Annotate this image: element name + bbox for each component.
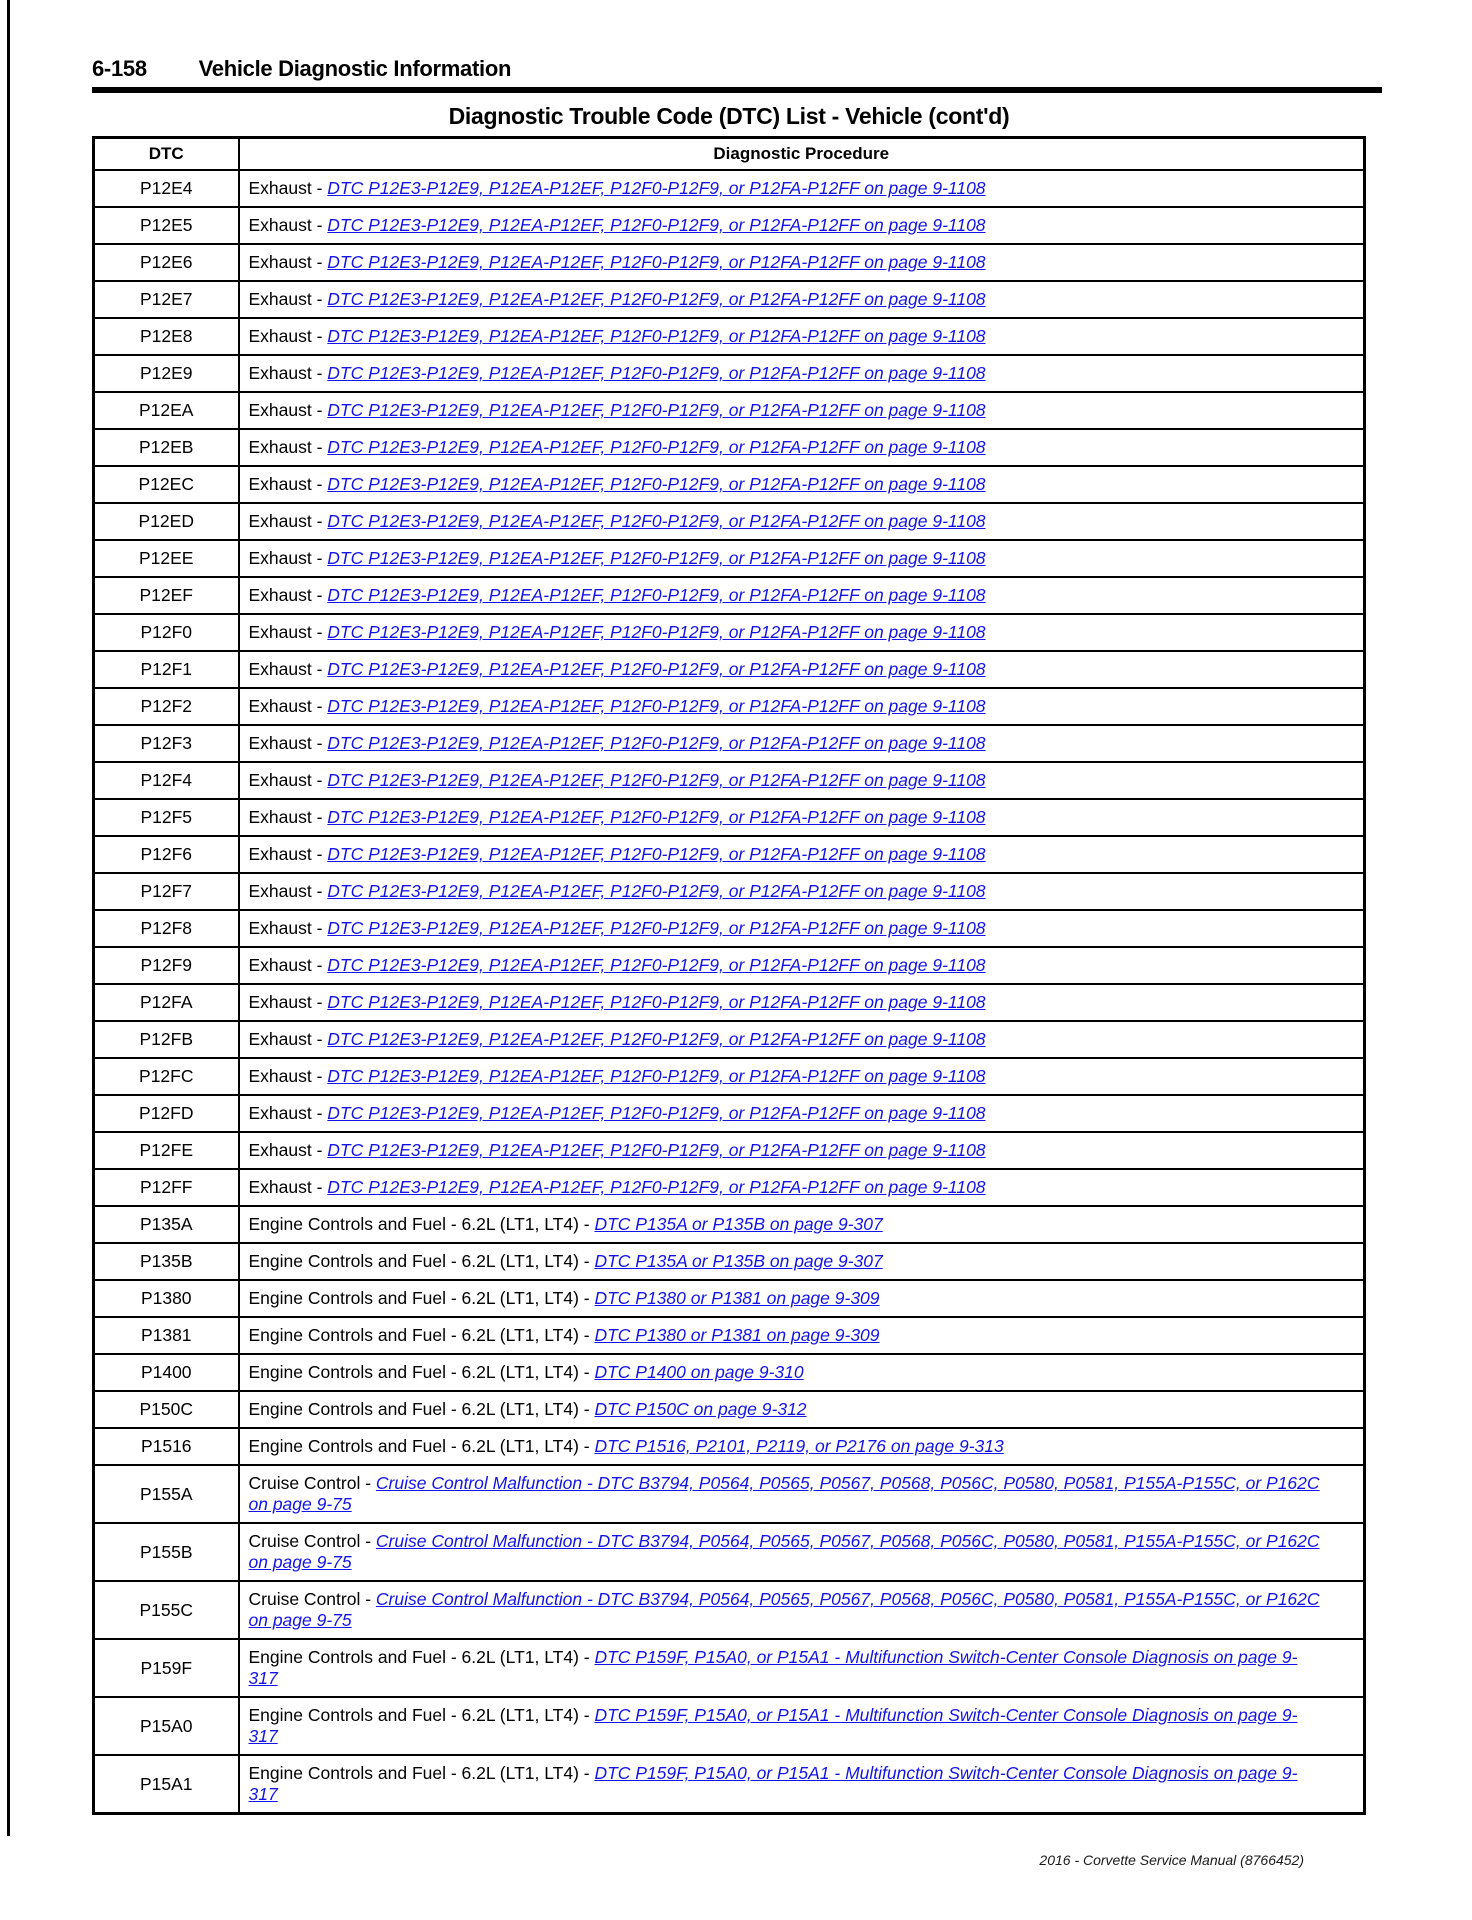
procedure-link[interactable]: DTC P12E3-P12E9, P12EA-P12EF, P12F0-P12F9, or P12FA-P12FF on page 9-1108 [327,548,986,568]
dtc-code-cell: P12EF [94,577,239,614]
procedure-prefix: Exhaust - [248,807,328,827]
diagnostic-procedure-cell [239,1581,1365,1639]
diagnostic-procedure-cell [239,1755,1365,1814]
procedure-text [249,844,1355,865]
procedure-link[interactable]: DTC P12E3-P12E9, P12EA-P12EF, P12F0-P12F9, or P12FA-P12FF on page 9-1108 [327,696,986,716]
procedure-link[interactable]: DTC P12E3-P12E9, P12EA-P12EF, P12F0-P12F9, or P12FA-P12FF on page 9-1108 [327,326,986,346]
procedure-link[interactable]: Cruise Control Malfunction - DTC B3794, P0564, P0565, P0567, P0568, P056C, P0580, P0581, P155A-P155C, or P162C on page 9-75 [248,1589,1320,1630]
procedure-text [249,1531,1324,1573]
procedure-text [249,622,1355,643]
procedure-prefix: Exhaust - [248,955,328,975]
procedure-link[interactable]: DTC P159F, P15A0, or P15A1 - Multifunction Switch-Center Console Diagnosis on page 9-317 [248,1705,1298,1746]
procedure-link[interactable]: DTC P135A or P135B on page 9-307 [594,1214,883,1234]
procedure-prefix: Engine Controls and Fuel - 6.2L (LT1, LT4) - [248,1399,595,1419]
dtc-code-cell: P12EB [94,429,239,466]
procedure-text [249,1362,1355,1383]
procedure-prefix: Exhaust - [248,1177,328,1197]
procedure-text [249,1705,1324,1747]
procedure-text [249,696,1355,717]
diagnostic-procedure-cell [239,651,1365,688]
page-header [92,56,511,82]
table-row [94,1132,1365,1169]
procedure-link[interactable]: DTC P12E3-P12E9, P12EA-P12EF, P12F0-P12F9, or P12FA-P12FF on page 9-1108 [327,585,986,605]
procedure-link[interactable]: DTC P1400 on page 9-310 [594,1362,804,1382]
diagnostic-procedure-cell [239,540,1365,577]
table-row [94,1465,1365,1523]
dtc-code-cell: P12FE [94,1132,239,1169]
table-row [94,1317,1365,1354]
procedure-prefix: Exhaust - [248,437,328,457]
dtc-code-cell: P12F3 [94,725,239,762]
procedure-link[interactable]: DTC P12E3-P12E9, P12EA-P12EF, P12F0-P12F9, or P12FA-P12FF on page 9-1108 [327,844,986,864]
procedure-prefix: Exhaust - [248,1103,328,1123]
dtc-code-cell: P12FB [94,1021,239,1058]
dtc-column-header: DTC [94,138,239,171]
procedure-link[interactable]: DTC P12E3-P12E9, P12EA-P12EF, P12F0-P12F9, or P12FA-P12FF on page 9-1108 [327,992,986,1012]
table-row [94,503,1365,540]
header-divider-rule [92,87,1382,93]
table-row [94,170,1365,207]
procedure-prefix: Exhaust - [248,363,328,383]
procedure-text [249,363,1355,384]
procedure-link[interactable]: DTC P12E3-P12E9, P12EA-P12EF, P12F0-P12F9, or P12FA-P12FF on page 9-1108 [327,659,986,679]
dtc-code-cell: P155B [94,1523,239,1581]
procedure-prefix: Engine Controls and Fuel - 6.2L (LT1, LT4) - [248,1362,595,1382]
procedure-prefix: Cruise Control - [248,1531,376,1551]
procedure-prefix: Exhaust - [248,215,328,235]
procedure-text [249,881,1355,902]
procedure-prefix: Engine Controls and Fuel - 6.2L (LT1, LT4) - [248,1436,595,1456]
procedure-text [249,1177,1355,1198]
dtc-code-cell: P12FA [94,984,239,1021]
table-row [94,429,1365,466]
procedure-link[interactable]: Cruise Control Malfunction - DTC B3794, P0564, P0565, P0567, P0568, P056C, P0580, P0581, P155A-P155C, or P162C on page 9-75 [248,1531,1320,1572]
table-row [94,244,1365,281]
procedure-prefix: Exhaust - [248,918,328,938]
procedure-link[interactable]: DTC P12E3-P12E9, P12EA-P12EF, P12F0-P12F9, or P12FA-P12FF on page 9-1108 [327,178,986,198]
table-row [94,799,1365,836]
dtc-code-cell: P155A [94,1465,239,1523]
diagnostic-procedure-cell [239,725,1365,762]
procedure-text [249,1325,1355,1346]
diagnostic-procedure-cell [239,910,1365,947]
procedure-text [249,400,1355,421]
table-row [94,1523,1365,1581]
procedure-text [249,1436,1355,1457]
diagnostic-procedure-cell [239,503,1365,540]
procedure-link[interactable]: DTC P12E3-P12E9, P12EA-P12EF, P12F0-P12F9, or P12FA-P12FF on page 9-1108 [327,215,986,235]
table-row [94,540,1365,577]
procedure-prefix: Exhaust - [248,585,328,605]
table-row [94,947,1365,984]
procedure-prefix: Exhaust - [248,622,328,642]
dtc-code-cell: P12EA [94,392,239,429]
table-row [94,318,1365,355]
procedure-text [249,955,1355,976]
procedure-prefix: Exhaust - [248,252,328,272]
procedure-link[interactable]: DTC P159F, P15A0, or P15A1 - Multifunction Switch-Center Console Diagnosis on page 9-317 [248,1647,1298,1688]
procedure-prefix: Exhaust - [248,733,328,753]
diagnostic-procedure-cell [239,1243,1365,1280]
dtc-code-cell: P12E8 [94,318,239,355]
procedure-prefix: Exhaust - [248,881,328,901]
procedure-link[interactable]: DTC P12E3-P12E9, P12EA-P12EF, P12F0-P12F9, or P12FA-P12FF on page 9-1108 [327,511,986,531]
dtc-code-cell: P12E6 [94,244,239,281]
dtc-code-cell: P12ED [94,503,239,540]
procedure-text [249,1763,1324,1805]
dtc-code-cell: P12EC [94,466,239,503]
dtc-code-cell: P159F [94,1639,239,1697]
procedure-link[interactable]: DTC P12E3-P12E9, P12EA-P12EF, P12F0-P12F9, or P12FA-P12FF on page 9-1108 [327,474,986,494]
procedure-link[interactable]: DTC P1380 or P1381 on page 9-309 [594,1288,880,1308]
diagnostic-procedure-cell [239,466,1365,503]
diagnostic-procedure-cell [239,392,1365,429]
diagnostic-procedure-cell [239,170,1365,207]
procedure-prefix: Exhaust - [248,474,328,494]
table-row [94,1639,1365,1697]
table-row [94,207,1365,244]
dtc-code-cell: P12F2 [94,688,239,725]
table-row [94,466,1365,503]
procedure-link[interactable]: DTC P135A or P135B on page 9-307 [594,1251,883,1271]
procedure-link[interactable]: DTC P12E3-P12E9, P12EA-P12EF, P12F0-P12F9, or P12FA-P12FF on page 9-1108 [327,807,986,827]
procedure-text [249,1589,1324,1631]
dtc-code-cell: P15A0 [94,1697,239,1755]
procedure-link[interactable]: DTC P12E3-P12E9, P12EA-P12EF, P12F0-P12F9, or P12FA-P12FF on page 9-1108 [327,437,986,457]
diagnostic-procedure-cell [239,1021,1365,1058]
procedure-prefix: Exhaust - [248,178,328,198]
procedure-text [249,918,1355,939]
diagnostic-procedure-cell [239,1639,1365,1697]
procedure-text [249,770,1355,791]
procedure-text [249,474,1355,495]
dtc-code-cell: P12F0 [94,614,239,651]
dtc-code-cell: P12F5 [94,799,239,836]
dtc-code-cell: P12F6 [94,836,239,873]
procedure-prefix: Exhaust - [248,1066,328,1086]
diagnostic-procedure-cell [239,1206,1365,1243]
procedure-link[interactable]: DTC P12E3-P12E9, P12EA-P12EF, P12F0-P12F9, or P12FA-P12FF on page 9-1108 [327,733,986,753]
diagnostic-procedure-cell [239,429,1365,466]
procedure-text [249,289,1355,310]
diagnostic-procedure-cell [239,1280,1365,1317]
diagnostic-procedure-cell [239,1317,1365,1354]
procedure-link[interactable]: DTC P12E3-P12E9, P12EA-P12EF, P12F0-P12F9, or P12FA-P12FF on page 9-1108 [327,1103,986,1123]
dtc-code-cell: P12EE [94,540,239,577]
procedure-link[interactable]: DTC P12E3-P12E9, P12EA-P12EF, P12F0-P12F9, or P12FA-P12FF on page 9-1108 [327,363,986,383]
table-row [94,577,1365,614]
procedure-link[interactable]: DTC P12E3-P12E9, P12EA-P12EF, P12F0-P12F9, or P12FA-P12FF on page 9-1108 [327,1177,986,1197]
procedure-link[interactable]: DTC P12E3-P12E9, P12EA-P12EF, P12F0-P12F9, or P12FA-P12FF on page 9-1108 [327,1140,986,1160]
table-row [94,1428,1365,1465]
table-row [94,392,1365,429]
table-row [94,836,1365,873]
procedure-text [249,1029,1355,1050]
dtc-code-cell: P12F8 [94,910,239,947]
procedure-text [249,1140,1355,1161]
dtc-code-cell: P12E7 [94,281,239,318]
diagnostic-procedure-cell [239,1132,1365,1169]
footer-text: 2016 - Corvette Service Manual (8766452) [1039,1852,1304,1868]
table-row [94,873,1365,910]
procedure-text [249,326,1355,347]
procedure-text [249,807,1355,828]
procedure-prefix: Exhaust - [248,659,328,679]
procedure-prefix: Engine Controls and Fuel - 6.2L (LT1, LT4) - [248,1214,595,1234]
table-row [94,762,1365,799]
dtc-code-cell: P12E9 [94,355,239,392]
procedure-prefix: Cruise Control - [248,1473,376,1493]
table-row [94,1354,1365,1391]
diagnostic-procedure-cell [239,207,1365,244]
procedure-text [249,659,1355,680]
procedure-link[interactable]: DTC P12E3-P12E9, P12EA-P12EF, P12F0-P12F9, or P12FA-P12FF on page 9-1108 [327,1066,986,1086]
table-row [94,1697,1365,1755]
dtc-code-cell: P12FD [94,1095,239,1132]
diagnostic-procedure-cell [239,1095,1365,1132]
dtc-code-cell: P12F1 [94,651,239,688]
procedure-text [249,1214,1355,1235]
procedure-prefix: Engine Controls and Fuel - 6.2L (LT1, LT4) - [248,1647,595,1667]
table-row [94,1581,1365,1639]
diagnostic-procedure-cell [239,688,1365,725]
procedure-text [249,1647,1324,1689]
diagnostic-procedure-cell [239,984,1365,1021]
table-row [94,281,1365,318]
procedure-text [249,1066,1355,1087]
table-header-row [94,138,1365,171]
procedure-link[interactable]: DTC P12E3-P12E9, P12EA-P12EF, P12F0-P12F9, or P12FA-P12FF on page 9-1108 [327,955,986,975]
procedure-link[interactable]: Cruise Control Malfunction - DTC B3794, P0564, P0565, P0567, P0568, P056C, P0580, P0581, P155A-P155C, or P162C on page 9-75 [248,1473,1320,1514]
table-row [94,1391,1365,1428]
diagnostic-procedure-cell [239,1428,1365,1465]
procedure-prefix: Engine Controls and Fuel - 6.2L (LT1, LT4) - [248,1251,595,1271]
diagnostic-procedure-column-header: Diagnostic Procedure [239,138,1365,171]
dtc-code-cell: P12E4 [94,170,239,207]
procedure-link[interactable]: DTC P12E3-P12E9, P12EA-P12EF, P12F0-P12F9, or P12FA-P12FF on page 9-1108 [327,881,986,901]
dtc-table [92,136,1366,1815]
diagnostic-procedure-cell [239,947,1365,984]
table-row [94,355,1365,392]
procedure-link[interactable]: DTC P12E3-P12E9, P12EA-P12EF, P12F0-P12F9, or P12FA-P12FF on page 9-1108 [327,400,986,420]
dtc-code-cell: P12FC [94,1058,239,1095]
table-title: Diagnostic Trouble Code (DTC) List - Vehicle (cont'd) [448,103,1010,129]
table-row [94,1280,1365,1317]
left-margin-rule [7,0,10,1836]
procedure-text [249,215,1355,236]
page-header-title: Vehicle Diagnostic Information [198,56,512,81]
procedure-link[interactable]: DTC P12E3-P12E9, P12EA-P12EF, P12F0-P12F9, or P12FA-P12FF on page 9-1108 [327,289,986,309]
table-row [94,1169,1365,1206]
diagnostic-procedure-cell [239,873,1365,910]
diagnostic-procedure-cell [239,1058,1365,1095]
procedure-link[interactable]: DTC P159F, P15A0, or P15A1 - Multifunction Switch-Center Console Diagnosis on page 9-317 [248,1763,1298,1804]
diagnostic-procedure-cell [239,577,1365,614]
diagnostic-procedure-cell [239,614,1365,651]
diagnostic-procedure-cell [239,1391,1365,1428]
procedure-link[interactable]: DTC P12E3-P12E9, P12EA-P12EF, P12F0-P12F9, or P12FA-P12FF on page 9-1108 [327,918,986,938]
procedure-prefix: Exhaust - [248,326,328,346]
procedure-prefix: Engine Controls and Fuel - 6.2L (LT1, LT4) - [248,1763,595,1783]
table-row [94,688,1365,725]
procedure-text [249,437,1355,458]
procedure-text [249,511,1355,532]
procedure-link[interactable]: DTC P12E3-P12E9, P12EA-P12EF, P12F0-P12F9, or P12FA-P12FF on page 9-1108 [327,1029,986,1049]
diagnostic-procedure-cell [239,1697,1365,1755]
table-row [94,910,1365,947]
procedure-text [249,992,1355,1013]
procedure-text [249,1473,1324,1515]
table-row [94,1206,1365,1243]
procedure-text [249,585,1355,606]
dtc-code-cell: P1380 [94,1280,239,1317]
page-number: 6-158 [92,56,147,81]
table-row [94,1755,1365,1814]
procedure-prefix: Cruise Control - [248,1589,376,1609]
diagnostic-procedure-cell [239,355,1365,392]
procedure-text [249,178,1355,199]
procedure-text [249,252,1355,273]
procedure-prefix: Exhaust - [248,992,328,1012]
dtc-code-cell: P1400 [94,1354,239,1391]
dtc-code-cell: P135A [94,1206,239,1243]
procedure-prefix: Exhaust - [248,548,328,568]
procedure-link[interactable]: DTC P12E3-P12E9, P12EA-P12EF, P12F0-P12F9, or P12FA-P12FF on page 9-1108 [327,252,986,272]
table-row [94,651,1365,688]
procedure-prefix: Exhaust - [248,511,328,531]
procedure-prefix: Engine Controls and Fuel - 6.2L (LT1, LT4) - [248,1705,595,1725]
procedure-prefix: Exhaust - [248,844,328,864]
procedure-prefix: Engine Controls and Fuel - 6.2L (LT1, LT4) - [248,1288,595,1308]
table-row [94,1095,1365,1132]
dtc-code-cell: P1381 [94,1317,239,1354]
diagnostic-procedure-cell [239,1169,1365,1206]
diagnostic-procedure-cell [239,244,1365,281]
procedure-prefix: Exhaust - [248,1140,328,1160]
table-row [94,1243,1365,1280]
procedure-link[interactable]: DTC P150C on page 9-312 [594,1399,807,1419]
dtc-code-cell: P1516 [94,1428,239,1465]
dtc-code-cell: P150C [94,1391,239,1428]
procedure-text [249,733,1355,754]
diagnostic-procedure-cell [239,1354,1365,1391]
procedure-text [249,548,1355,569]
dtc-code-cell: P15A1 [94,1755,239,1814]
diagnostic-procedure-cell [239,799,1365,836]
diagnostic-procedure-cell [239,281,1365,318]
dtc-code-cell: P155C [94,1581,239,1639]
dtc-code-cell: P12E5 [94,207,239,244]
procedure-link[interactable]: DTC P12E3-P12E9, P12EA-P12EF, P12F0-P12F9, or P12FA-P12FF on page 9-1108 [327,622,986,642]
dtc-code-cell: P12F7 [94,873,239,910]
diagnostic-procedure-cell [239,836,1365,873]
procedure-prefix: Exhaust - [248,696,328,716]
procedure-prefix: Exhaust - [248,289,328,309]
procedure-prefix: Exhaust - [248,400,328,420]
procedure-prefix: Exhaust - [248,1029,328,1049]
procedure-prefix: Exhaust - [248,770,328,790]
dtc-code-cell: P12F9 [94,947,239,984]
table-row [94,614,1365,651]
procedure-link[interactable]: DTC P12E3-P12E9, P12EA-P12EF, P12F0-P12F9, or P12FA-P12FF on page 9-1108 [327,770,986,790]
table-row [94,1021,1365,1058]
procedure-text [249,1103,1355,1124]
dtc-code-cell: P135B [94,1243,239,1280]
procedure-link[interactable]: DTC P1516, P2101, P2119, or P2176 on page 9-313 [594,1436,1004,1456]
dtc-table-body [94,170,1365,1814]
diagnostic-procedure-cell [239,1465,1365,1523]
table-row [94,725,1365,762]
table-row [94,984,1365,1021]
procedure-text [249,1288,1355,1309]
table-row [94,1058,1365,1095]
diagnostic-procedure-cell [239,1523,1365,1581]
dtc-code-cell: P12F4 [94,762,239,799]
dtc-code-cell: P12FF [94,1169,239,1206]
diagnostic-procedure-cell [239,318,1365,355]
procedure-prefix: Engine Controls and Fuel - 6.2L (LT1, LT4) - [248,1325,595,1345]
procedure-text [249,1399,1355,1420]
procedure-link[interactable]: DTC P1380 or P1381 on page 9-309 [594,1325,880,1345]
diagnostic-procedure-cell [239,762,1365,799]
procedure-text [249,1251,1355,1272]
